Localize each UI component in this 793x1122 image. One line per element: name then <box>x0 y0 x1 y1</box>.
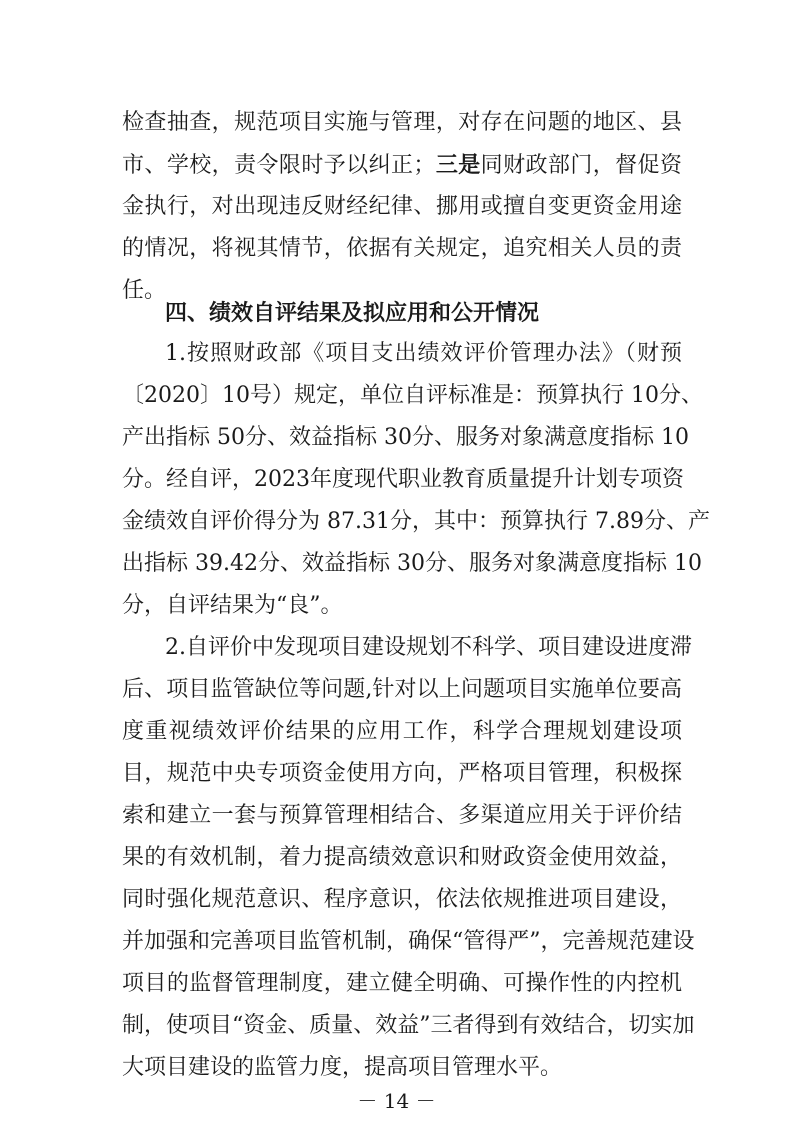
paragraph-line <box>122 145 682 185</box>
paragraph-line: 大项目建设的监管力度，提高项目管理水平。 <box>122 1055 563 1080</box>
paragraph-line: 后、项目监管缺位等问题,针对以上问题项目实施单位要高 <box>122 677 682 702</box>
paragraph-line: 制，使项目“资金、质量、效益”三者得到有效结合，切实加 <box>122 1013 695 1038</box>
paragraph-line: 的情况，将视其情节，依据有关规定，追究相关人员的责 <box>122 236 682 261</box>
paragraph-line: 同时强化规范意识、程序意识，依法依规推进项目建设， <box>122 887 682 912</box>
paragraph-line: 1.按照财政部《项目支出绩效评价管理办法》（财预 <box>165 341 682 366</box>
paragraph-line: 〔2020〕10号）规定，单位自评标准是：预算执行 10分、 <box>122 383 703 408</box>
paragraph-line: 并加强和完善项目监管机制，确保“管得严”，完善规范建设 <box>122 929 695 954</box>
paragraph-line: 产出指标 50分、效益指标 30分、服务对象满意度指标 10 <box>122 425 689 450</box>
paragraph-line: 2.自评价中发现项目建设规划不科学、项目建设进度滞 <box>165 635 692 660</box>
paragraph-line: 果的有效机制，着力提高绩效意识和财政资金使用效益， <box>122 845 682 870</box>
page-number: － 14 － <box>357 1089 436 1113</box>
paragraph-line: 项目的监督管理制度，建立健全明确、可操作性的内控机 <box>122 971 682 996</box>
text-run: 市、学校，责令限时予以纠正； <box>122 153 436 178</box>
section-heading: 四、绩效自评结果及拟应用和公开情况 <box>165 301 540 326</box>
paragraph-line: 分。经自评，2023年度现代职业教育质量提升计划专项资 <box>122 467 684 492</box>
paragraph-line: 度重视绩效评价结果的应用工作，科学合理规划建设项 <box>122 719 682 744</box>
paragraph-line: 金执行，对出现违反财经纪律、挪用或擅自变更资金用途 <box>122 194 682 219</box>
paragraph-line: 分，自评结果为“良”。 <box>122 593 343 618</box>
text-run: 同财政部门，督促资 <box>480 153 682 178</box>
paragraph-line: 任。 <box>122 278 167 303</box>
paragraph-line: 目，规范中央专项资金使用方向，严格项目管理，积极探 <box>122 761 682 786</box>
paragraph-line: 索和建立一套与预算管理相结合、多渠道应用关于评价结 <box>122 803 682 828</box>
paragraph-line: 检查抽查，规范项目实施与管理，对存在问题的地区、县 <box>122 110 682 135</box>
paragraph-line: 金绩效自评价得分为 87.31分，其中：预算执行 7.89分、产 <box>122 509 710 534</box>
emphasis-text: 三是 <box>435 152 481 178</box>
paragraph-line: 出指标 39.42分、效益指标 30分、服务对象满意度指标 10 <box>122 551 702 576</box>
